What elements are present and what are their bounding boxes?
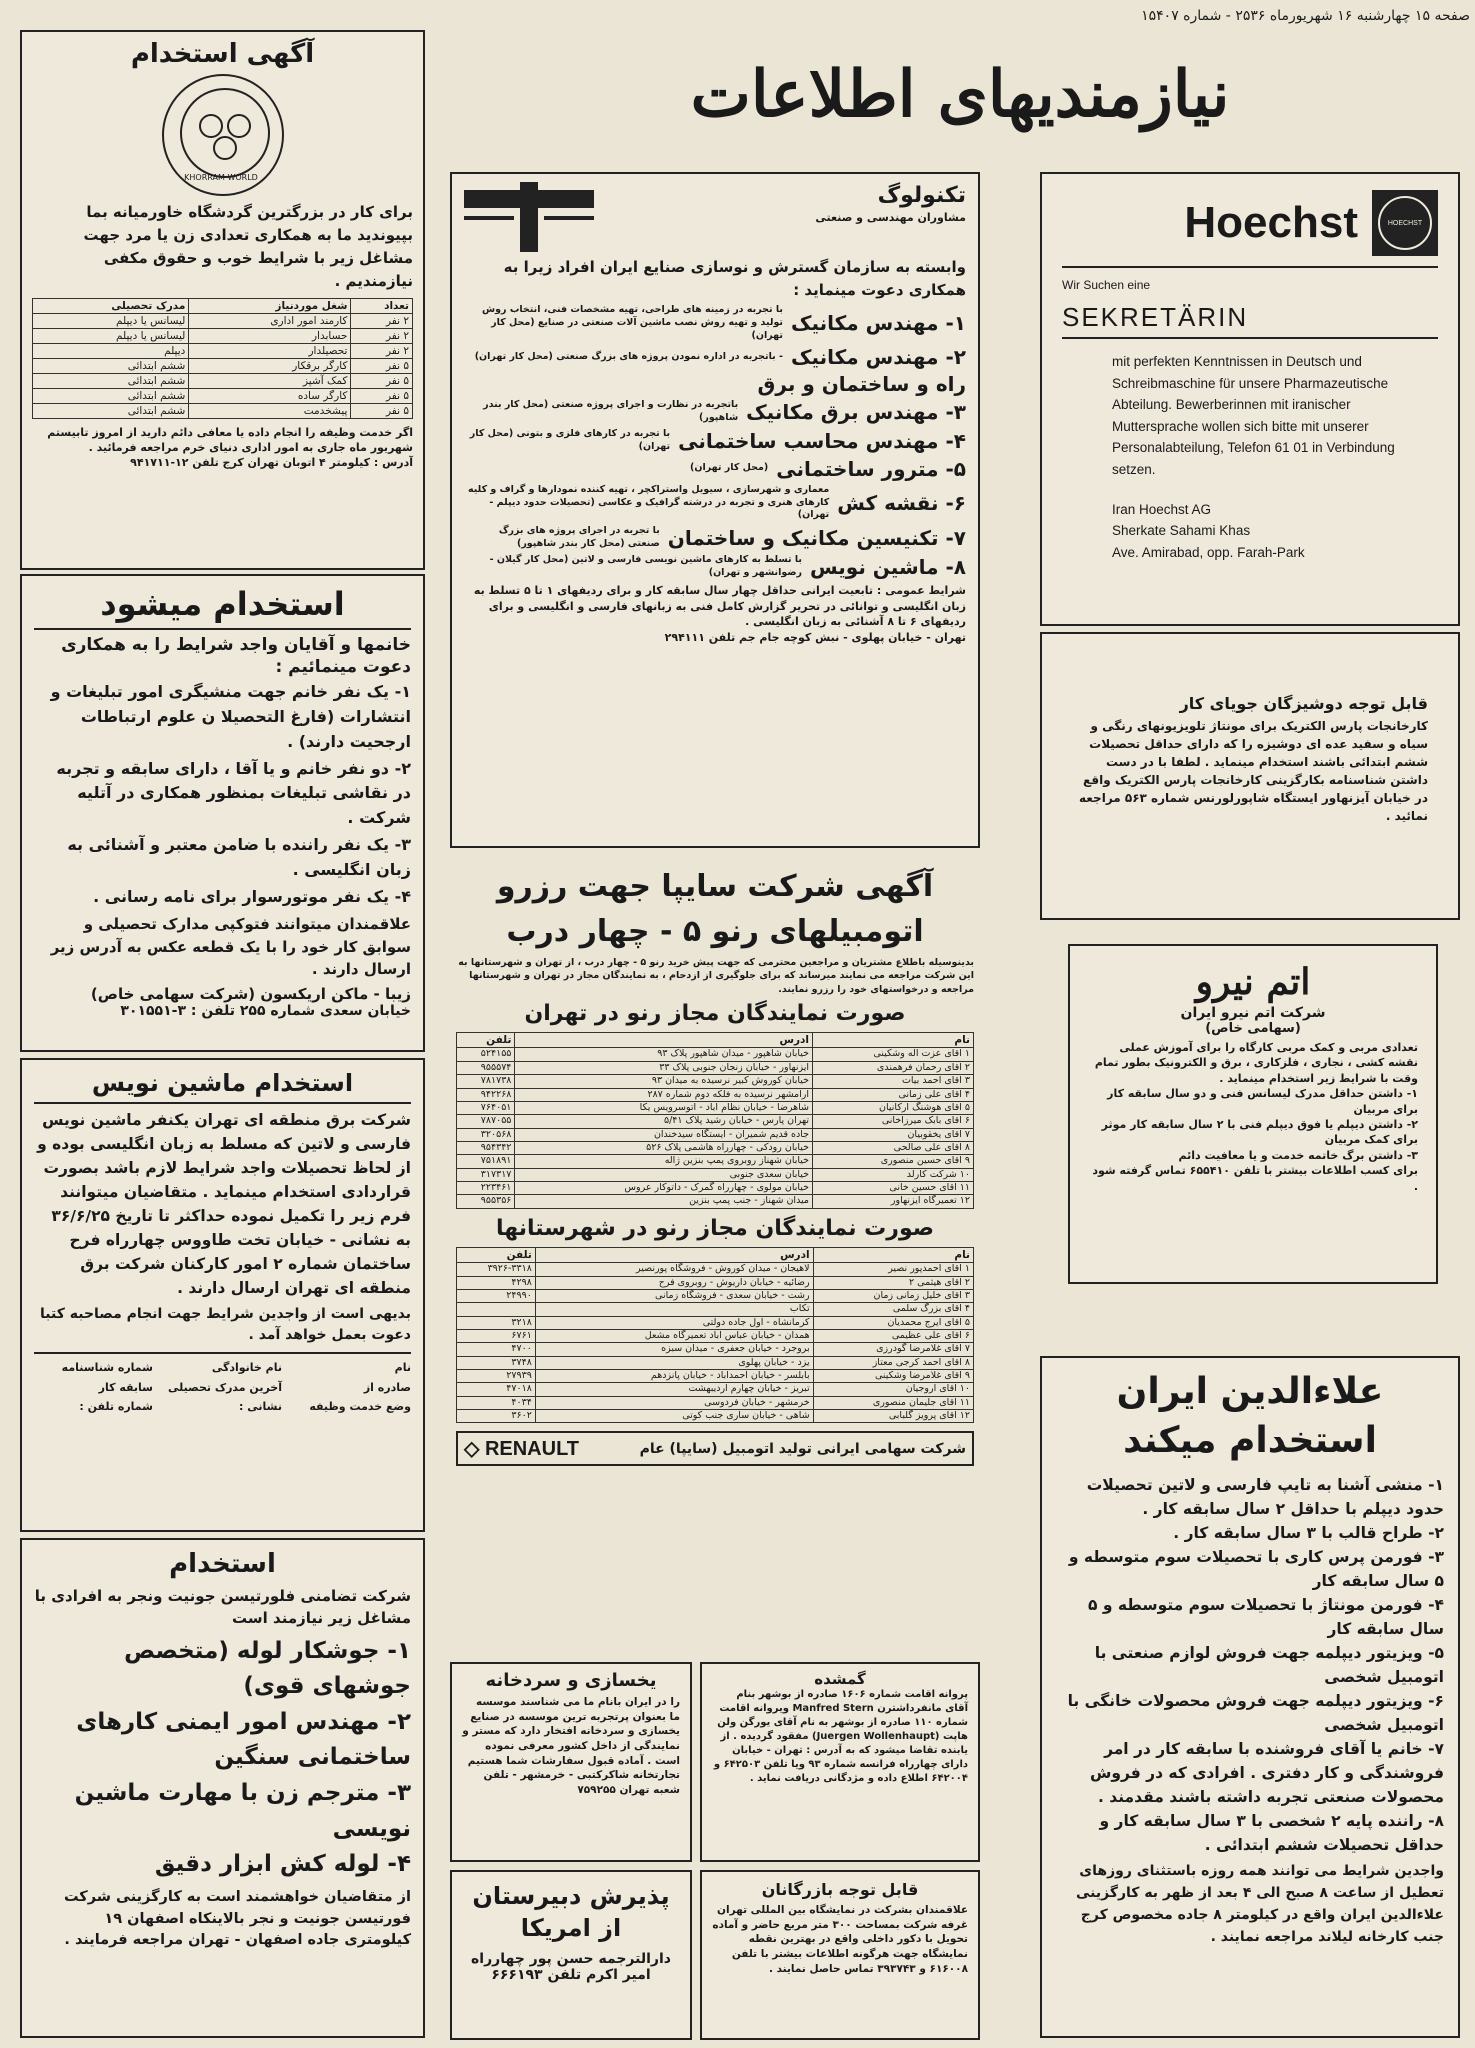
table-cell: دیپلم [33, 343, 189, 358]
table-cell: شاهرضا - خیابان نظام آباد - آتوسرویس یکا [515, 1101, 813, 1114]
ad-typist [20, 1058, 425, 1532]
ad-body: تعدادی مربی و کمک مربی کارگاه را برای آموزش عملی نقشه کشی ، نجاری ، فلزکاری ، برق و الکترونیک بطور تمام وقت با شرایط زیر استخدام مینماید . [1094, 1041, 1418, 1085]
form-field-label: آخرین مدرک تحصیلی [168, 1380, 282, 1394]
tehran-dealers-table [456, 1032, 974, 1208]
ad-pars-electric [1040, 632, 1460, 920]
table-cell: ۲ نفر [351, 328, 413, 343]
table-cell: ۷۵۱۸۹۱ [457, 1155, 515, 1168]
position-title: ۴- مهندس محاسب ساختمانی [678, 428, 966, 453]
table-cell: جاده قدیم شمیران - ایستگاه سیدخندان [515, 1128, 813, 1141]
position-title: ۲- مهندس مکانیک [790, 345, 966, 370]
table-row [457, 1088, 974, 1101]
table-cell: آرامشهر نرسیده به فلکه دوم شماره ۲۸۷ [515, 1088, 813, 1101]
table-cell: ۷۶۴۰۵۱ [457, 1101, 515, 1114]
table-cell: خرمشهر - خیابان فردوسی [535, 1396, 813, 1409]
hoechst-brand: Hoechst [1184, 198, 1358, 247]
ad-items [1056, 1473, 1444, 1857]
table-cell: ۳۷۴۸ [457, 1356, 536, 1369]
ad-title: آگهی شرکت سایپا جهت رزرو اتومبیلهای رنو ۵ - چهار درب [496, 869, 934, 949]
table-row [457, 1289, 974, 1302]
table-cell: بابلسر - خیابان احمدآباد - خیابان پانزدهم [535, 1369, 813, 1382]
list-item: ۳- داشتن برگ خاتمه خدمت و یا معافیت دائم [1178, 1148, 1418, 1162]
company-name: Iran Hoechst AG [1112, 501, 1212, 517]
table-cell: تحصیلدار [189, 343, 351, 358]
list-item: ۱- جوشکار لوله (متخصص جوشهای قوی) [124, 1637, 411, 1700]
provinces-title: صورت نمایندگان مجاز رنو در شهرستانها [495, 1215, 934, 1241]
position-item [464, 525, 966, 551]
table-cell: ۱ آقای عزت اله وشکینی [813, 1048, 974, 1061]
position-item [464, 554, 966, 580]
table-row [33, 343, 413, 358]
ad-ericsson [20, 574, 425, 1052]
table-cell: ۸ آقای علی صالحی [813, 1141, 974, 1154]
ad-body: پروانه اقامت شماره ۱۶۰۶ صادره از بوشهر بنام آقای مانفرداشترن Manfred Stern ویروانه اقامت شماره ۱۱۰ صادره از بوشهر به نام آقای یورگن ولن هاپت (Juergen Wollenhaupt) مفقود گردیده . از یابنده تقاضا میشود که به آدرس : تهران - خیابان دارای چهارراه فرانسه شماره ۹۳ ویا تلفن ۶۴۲۵۰۳ و ۶۴۲۰۰۴ اطلاع داده و مژدگانی دریافت نماید . [713, 1689, 968, 1784]
ad-title: استخدام میشود [100, 585, 345, 623]
ad-saipa [450, 860, 980, 1684]
table-row [457, 1263, 974, 1276]
table-cell: ۱۰ شرکت کارلد [813, 1168, 974, 1181]
page-header [440, 8, 1470, 30]
list-item: ۱- داشتن حداقل مدرک لیسانس فنی و دو سال سابقه کار برای مربیان [1107, 1087, 1418, 1116]
position-desc: با تسلط به کارهای ماشین نویسی فارسی و لاتین (محل کار گیلان - رضوانشهر و تهران) [489, 553, 802, 578]
position-desc: - باتجربه در اداره نمودن پروژه های بزرگ صنعتی (محل کار تهران) [474, 351, 783, 363]
position-title: راه و ساختمان و برق [757, 372, 966, 397]
table-cell: ۴۷۰۰ [457, 1343, 536, 1356]
ad-note: بدیهی است از واجدین شرایط جهت انجام مصاحبه کتبا دعوت بعمل خواهد آمد . [40, 1306, 411, 1344]
table-row [457, 1141, 974, 1154]
table-cell: لیسانس یا دیپلم [33, 313, 189, 328]
position-desc: با تجربه در اجرای پروژه های بزرگ صنعتی (محل کار بندر شاهپور) [498, 525, 660, 549]
ad-intro: خانمها و آقایان واجد شرایط را به همکاری دعوت مینمائیم : [61, 635, 411, 678]
table-cell: ۹ آقای غلامرضا وشکینی [813, 1369, 973, 1382]
table-cell: ششم ابتدائی [33, 388, 189, 403]
ad-title: پذیرش دبیرستان از امریکا [472, 1882, 670, 1943]
table-cell [457, 1303, 536, 1316]
khorram-logo: KHORRAM WORLD [162, 74, 284, 196]
list-item: ۸- راننده پایه ۲ شخصی با ۳ سال سابقه کار و حداقل تحصیلات ششم ابتدائی . [1099, 1812, 1444, 1855]
table-cell: ۲۲۳۴۶۱ [457, 1181, 515, 1194]
table-cell: خیابان مولوی - چهارراه گمرک - داتوکار عروس [515, 1181, 813, 1194]
atom-niroo-logo: اتم نیرو [1195, 961, 1311, 1003]
table-cell: ۳۹۲۶-۳۳۱۸ [457, 1263, 536, 1276]
position-item [464, 345, 966, 369]
company-type: Sherkate Sahami Khas [1112, 523, 1251, 539]
table-cell: ۶۷۶۱ [457, 1329, 536, 1342]
list-item: ۲- دو نفر خانم و یا آقا ، دارای سابقه و تجربه در نقاشی تبلیغات بمنظور همکاری در آتلیه شرکت . [56, 758, 411, 828]
teknolog-subtitle: مشاوران مهندسی و صنعتی [815, 210, 966, 224]
table-row [33, 358, 413, 373]
table-cell: ششم ابتدائی [33, 373, 189, 388]
ad-title: گمشده [814, 1670, 866, 1688]
table-row [457, 1343, 974, 1356]
position-item [464, 304, 966, 342]
tehran-title: صورت نمایندگان مجاز رنو در تهران [524, 1000, 906, 1026]
table-cell: کارمند امور اداری [189, 313, 351, 328]
form-field-label: نام [394, 1361, 411, 1375]
list-item: ۶- ویزیتور دیپلمه جهت فروش محصولات خانگی با اتومبیل شخصی [1067, 1692, 1444, 1735]
ad-intro: برای کار در بزرگترین گردشگاه خاورمیانه بما بپیوندید ما به همکاری تعدادی زن یا مرد جهت مشاغل زیر با شرایط خوب و حقوق مکفی نیازمندیم . [83, 202, 413, 291]
masthead: نیازمندیهای اطلاعات [690, 57, 1230, 132]
company-type: (سهامی خاص) [1205, 1021, 1301, 1036]
table-header-row: تعداد شغل موردنیاز مدرک تحصیلی [33, 298, 413, 313]
company-address: Ave. Amirabad, opp. Farah-Park [1112, 544, 1305, 560]
table-cell: ۳ آقای احمد بیات [813, 1075, 974, 1088]
table-row [457, 1155, 974, 1168]
position-item [464, 428, 966, 454]
ad-footer: اگر خدمت وظیفه را انجام داده یا معافی دائم دارید از امروز تابیستم شهریور ماه جاری به امور اداری دنیای خرم مراجعه فرمائید . [47, 425, 413, 454]
teknolog-cross-icon [464, 182, 594, 252]
table-cell: ۲ نفر [351, 343, 413, 358]
list-item: ۲- طراح قالب با ۳ سال سابقه کار . [1173, 1524, 1444, 1543]
form-field-label: شماره شناسنامه [61, 1361, 153, 1375]
company-name: شرکت اتم نیرو ایران [1180, 1005, 1326, 1021]
form-field-label: سابقه کار [98, 1380, 153, 1394]
table-row [33, 328, 413, 343]
position-title: ۵- مترور ساختمانی [776, 456, 966, 481]
position-desc: با تجربه در زمینه های طراحی، تهیه مشخصات فنی، انتخاب روش تولید و تهیه روش نصب ماشین آلات صنعتی در صنایع (محل کار تهران) [482, 304, 783, 341]
renault-brand: ◇ RENAULT [464, 1438, 580, 1461]
table-cell: ۵ نفر [351, 388, 413, 403]
list-item: ۴- لوله کش ابزار دقیق [154, 1851, 411, 1878]
ad-body: علاقمندان بشرکت در نمایشگاه بین المللی تهران غرفه شرکت بمساحت ۳۰۰ متر مربع حاضر و آماده تحویل با دکور داخلی واقع در بهترین نقطه نمایشگاه جهت هرگونه اطلاعات بیشتر با تلفن ۶۱۶۰۰۸ و ۳۹۳۷۴۳ تماس حاصل نمایند . [712, 1904, 968, 1975]
page-line: صفحه ۱۵ چهارشنبه ۱۶ شهریورماه ۲۵۳۶ - شماره ۱۵۴۰۷ [1141, 8, 1470, 24]
table-row [457, 1276, 974, 1289]
table-cell: یزد - خیابان پهلوی [535, 1356, 813, 1369]
table-cell: ۵ آقای ایرج محمدیان [813, 1316, 973, 1329]
ad-title: قابل توجه بازرگانان [761, 1880, 919, 1899]
table-row [457, 1316, 974, 1329]
table-cell: ۱ آقای احمدپور نصیر [813, 1263, 973, 1276]
ad-school [450, 1870, 692, 2040]
ad-footer: علاقمندان میتوانند فتوکپی مدارک تحصیلی و سوابق کار خود را با یک قطعه عکس به آدرس زیر ارسال دارند . [50, 915, 411, 979]
table-cell: لیسانس یا دیپلم [33, 328, 189, 343]
ad-title: استخدام ماشین نویس [91, 1069, 354, 1097]
table-cell: خیابان کوروش کبیر نرسیده به میدان ۹۳ [515, 1075, 813, 1088]
table-row [457, 1409, 974, 1422]
table-row [457, 1329, 974, 1342]
table-cell: کارگر برقکار [189, 358, 351, 373]
ad-title: قابل توجه دوشیزگان جویای کار [1179, 694, 1428, 713]
table-cell: ۹ آقای حسین منصوری [813, 1155, 974, 1168]
position-title: ۶- نقشه کش [837, 490, 966, 515]
ad-address: تهران - خیابان پهلوی - نبش کوچه جام جم تلفن ۲۹۴۱۱۱ [664, 630, 966, 644]
table-cell: ۳۲۱۸ [457, 1316, 536, 1329]
ad-body: را در ایران بانام ما می شناسند موسسه ما بعنوان پرتجربه ترین موسسه در صنایع یخسازی و سردخانه افتخار دارد که مستر و نمایندگی از داخل کشور معرفی نموده است . آماده قبول سفارشات شما هستیم تجارتخانه شاکرکتبی - خرمشهر - تلفن شعبه تهران ۷۵۹۲۵۵ [462, 1696, 680, 1797]
table-row [33, 403, 413, 418]
form-field-label: وضع خدمت وظیفه [309, 1399, 411, 1413]
table-cell: میدان شهناز - جنب پمپ بنزین [515, 1195, 813, 1208]
form-field-label: صادره از [363, 1380, 411, 1394]
table-cell: ۶ آقای بابک میرزاخانی [813, 1115, 974, 1128]
table-cell: ۹۵۴۳۴۲ [457, 1141, 515, 1154]
table-cell: ۳۱۷۳۱۷ [457, 1168, 515, 1181]
table-cell: پیشخدمت [189, 403, 351, 418]
ad-fridge [450, 1662, 692, 1862]
table-cell: کارگر ساده [189, 388, 351, 403]
table-cell: همدان - خیابان عباس آباد تعمیرگاه مشعل [535, 1329, 813, 1342]
ad-footer: برای کسب اطلاعات بیشتر با تلفن ۶۵۵۴۱۰ تماس گرفته شود . [1092, 1164, 1418, 1193]
ad-title: علاءالدین ایران استخدام میکند [1116, 1371, 1384, 1461]
application-form [34, 1360, 411, 1414]
saipa-footer: شرکت سهامی ایرانی تولید اتومبیل (سایپا) عام [639, 1440, 966, 1457]
table-cell: تکاب [535, 1303, 813, 1316]
table-row [457, 1356, 974, 1369]
table-cell: ۷۸۱۷۳۸ [457, 1075, 515, 1088]
table-cell: ۱۱ آقای حسین خانی [813, 1181, 974, 1194]
ad-atom-niroo [1068, 944, 1438, 1284]
list-item: ۴- یک نفر موتورسوار برای نامه رسانی . [93, 886, 411, 906]
table-cell: ۲۷۹۳۹ [457, 1369, 536, 1382]
position-title: ۷- تکنیسین مکانیک و ساختمان [667, 525, 966, 550]
table-cell: رشت - خیابان سعدی - فروشگاه زمانی [535, 1289, 813, 1302]
table-cell: ششم ابتدائی [33, 358, 189, 373]
table-cell: کمک آشپز [189, 373, 351, 388]
ad-title: استخدام [169, 1549, 276, 1579]
position-title: SEKRETÄRIN [1062, 302, 1249, 332]
ad-body: کارخانجات پارس الکتریک برای مونتاژ تلویزیونهای رنگی و سیاه و سفید عده ای دوشیزه را که دارای حداقل تحصیلات ششم ابتدائی باشند استخدام مینماید . لطفا با در دست داشتن شناسنامه بکارگزینی کارخانجات پارس الکتریک واقع در خیابان آیزنهاور ایستگاه شاپورلورنس شماره ۵۶۳ مراجعه نمائید . [1079, 719, 1428, 823]
ad-merchants [700, 1870, 980, 2040]
table-row [457, 1061, 974, 1074]
table-cell: ۲۴۹۹۰ [457, 1289, 536, 1302]
position-item [464, 372, 966, 396]
table-row [33, 313, 413, 328]
ad-items [34, 1634, 411, 1883]
list-item: ۱- یک نفر خانم جهت منشیگری امور تبلیغات و انتشارات (فارغ التحصیلا ن علوم ارتباطات ارجحیت دارند) . [50, 682, 411, 751]
table-header-row: تلفن ادرس نام [457, 1033, 974, 1048]
table-cell: ۴۲۹۸ [457, 1276, 536, 1289]
ad-signature: زیبا - ماکن اریکسون (شرکت سهامی خاص) [90, 984, 411, 1003]
table-row [457, 1128, 974, 1141]
table-cell: خیابان سعدی جنوبی [515, 1168, 813, 1181]
form-field-label: نام خانوادگی [211, 1361, 282, 1375]
table-cell: ششم ابتدائی [33, 403, 189, 418]
table-cell: ۹۵۵۵۷۴ [457, 1061, 515, 1074]
table-cell: بروجرد - خیابان جعفری - میدان سبزه [535, 1343, 813, 1356]
table-cell: ایزنهاور - خیابان زنجان جنوبی پلاک ۳۳ [515, 1061, 813, 1074]
table-row [33, 373, 413, 388]
table-cell: ۳۶۰۲ [457, 1409, 536, 1422]
table-row [457, 1168, 974, 1181]
table-row [33, 388, 413, 403]
teknolog-logo: تکنولوگ [877, 183, 966, 208]
table-cell: ۳۲۰۵۶۸ [457, 1128, 515, 1141]
table-cell: ۴ آقای بزرگ سلمی [813, 1303, 973, 1316]
table-cell: حسابدار [189, 328, 351, 343]
table-cell: خیابان شهناز روبروی پمپ بنزین ژاله [515, 1155, 813, 1168]
form-field-label: شماره تلفن : [79, 1399, 153, 1413]
table-row [457, 1101, 974, 1114]
table-cell: خیابان شاهپور - میدان شاهپور پلاک ۹۳ [515, 1048, 813, 1061]
ad-khorram-world [20, 30, 425, 570]
renault-diamond-icon: ◇ [464, 1438, 480, 1461]
table-cell: ۵۲۴۱۵۵ [457, 1048, 515, 1061]
list-item: ۳- مترجم زن با مهارت ماشین نویسی [74, 1780, 411, 1842]
table-cell: تبریز - خیابان چهارم اردیبهشت [535, 1383, 813, 1396]
ad-footer: از متقاضیان خواهشمند است به کارگزینی شرکت فورتیسن جونیت و نجر بالاینکاه اصفهان ۱۹ کیلومتری جاده اصفهان - تهران مراجعه فرمایند . [63, 1888, 411, 1949]
table-cell: ۸ آقای احمد کرجی معتاز [813, 1356, 973, 1369]
ad-items [34, 680, 411, 909]
table-cell: ۱۲ تعمیرگاه ایزنهاور [813, 1195, 974, 1208]
ad-intro: شرکت تضامنی فلورتیسن جونیت ونجر به افرادی با مشاغل زیر نیازمند است [34, 1586, 411, 1627]
position-item [464, 457, 966, 481]
table-cell: ۱۱ آقای جلیمان منصوری [813, 1396, 973, 1409]
position-title: ۱- مهندس مکانیک [790, 311, 966, 336]
table-cell: ۲ آقای رحمان فرهمندی [813, 1061, 974, 1074]
table-cell: ۱۰ آقای اروجیان [813, 1383, 973, 1396]
ad-conditions: شرایط عمومی : تابعیت ایرانی حداقل چهار سال سابقه کار و برای ردیفهای ۱ تا ۵ تسلط به زبان انگلیسی و توانائی در تحریر گزارش کامل فنی به زبانهای فارسی و انگلیسی و برای ردیفهای ۶ تا ۸ آشنائی به زبان انگلیسی . [473, 584, 966, 629]
wir-suchen: Wir Suchen eine [1062, 278, 1151, 292]
list-item: ۷- خانم یا آقای فروشنده با سابقه کار در امر فروشندگی و کار دفتری . افرادی که در فروش محصولات صنعتی تجربه داشته باشند مقدمند . [1089, 1740, 1444, 1807]
table-cell: ۹۴۲۲۶۸ [457, 1088, 515, 1101]
table-cell: ۴ آقای علی زمانی [813, 1088, 974, 1101]
table-cell: ۹۵۵۳۵۶ [457, 1195, 515, 1208]
ad-intro: وابسته به سازمان گسترش و نوسازی صنایع ایران افراد زیرا به همکاری دعوت مینماید : [503, 258, 966, 299]
list-item: ۴- فورمن مونتاژ با تحصیلات سوم متوسطه و ۵ سال سابقه کار [1088, 1596, 1444, 1639]
table-cell: ۷۸۷۰۵۵ [457, 1115, 515, 1128]
ad-footer: واجدین شرایط می توانند همه روزه باستثنای روزهای تعطیل از ساعت ۸ صبح الی ۴ بعد از ظهر به کارگزینی علاءالدین ایران واقع در کیلومتر ۸ جاده مخصوص کرج جنب کارخانه لیلاند مراجعه نمایند . [1076, 1863, 1444, 1945]
ad-lost [700, 1662, 980, 1862]
form-field-label: نشانی : [239, 1399, 282, 1413]
position-desc: با تجربه در کارهای فلزی و بتونی (محل کار تهران) [469, 428, 671, 452]
table-row [457, 1075, 974, 1088]
table-cell: خیابان رودکی - چهارراه هاشمی پلاک ۵۲۶ [515, 1141, 813, 1154]
table-cell: تهران پارس - خیابان رشید پلاک ۵/۴۱ [515, 1115, 813, 1128]
table-row [457, 1181, 974, 1194]
ad-teknolog [450, 172, 980, 848]
table-cell: ۵ نفر [351, 358, 413, 373]
table-cell: ۷ آقای غلامرضا گودرزی [813, 1343, 973, 1356]
table-row [457, 1303, 974, 1316]
list-item: ۵- ویزیتور دیپلمه جهت فروش لوازم صنعتی با اتومبیل شخصی [1094, 1644, 1444, 1687]
ad-body: دارالترجمه حسن پور چهارراه امیر اکرم تلفن ۶۶۶۱۹۳ [471, 1950, 671, 1983]
table-cell: کرمانشاه - اول جاده دولتی [535, 1316, 813, 1329]
table-cell: ۴۷۰۱۸ [457, 1383, 536, 1396]
hoechst-tower-icon: HOECHST [1378, 196, 1432, 250]
table-row [457, 1369, 974, 1382]
position-list [464, 304, 966, 579]
ad-items [1088, 1086, 1418, 1163]
table-row [457, 1195, 974, 1208]
table-cell: رضائیه - خیابان داریوش - روبروی فرح [535, 1276, 813, 1289]
position-desc: معماری و شهرسازی ، سیویل واستراکچر ، تهیه کننده نمودارها و گراف و کلیه کارهای هنری و تجربه در درشته گرافیک و عکاسی (تحصیلات حدود دیپلم - تهران) [468, 483, 830, 521]
ad-fluor [20, 1538, 425, 2038]
ad-hoechst [1040, 172, 1460, 626]
list-item: ۳- یک نفر راننده با ضامن معتبر و آشنائی به زبان انگلیسی . [67, 834, 411, 879]
table-row [457, 1115, 974, 1128]
position-title: ۳- مهندس برق مکانیک [746, 400, 966, 425]
table-header-row: تلفن ادرس نام [457, 1248, 974, 1263]
position-desc: (محل کار تهران) [690, 462, 769, 474]
table-cell: ۲ آقای هیثمی ۲ [813, 1276, 973, 1289]
table-cell: ۵ آقای هوشنگ آرکانیان [813, 1101, 974, 1114]
table-cell: ۵ نفر [351, 403, 413, 418]
table-cell: ۱۲ آقای پرویز گلبابی [813, 1409, 973, 1422]
ad-aladdin [1040, 1356, 1460, 2038]
ad-address: خیابان سعدی شماره ۲۵۵ تلفن : ۳-۳۰۱۵۵۱ [120, 1002, 411, 1019]
ad-body: mit perfekten Kenntnissen in Deutsch und Schreibmaschine für unsere Pharmazeutische Abteilung. Bewerberinnen mit iranischer Muttersprache wollen sich bitte mit unserer Personalabteilung, Telefon 61 01 in Verbindung setzen. [1112, 354, 1395, 477]
ad-body: شرکت برق منطقه ای تهران یکنفر ماشین نویس فارسی و لاتین که مسلط به زبان انگلیسی بوده و از لحاظ تحصیلات واجد شرایط لازم باشد بصورت قراردادی استخدام مینماید . متقاضیان میتوانند فرم زیر را تکمیل نموده حداکثر تا تاریخ ۳۶/۶/۲۵ به نشانی - خیابان تخت طاووس چهارراه فرح ساختمان شماره ۲ امور کارکنان شرکت برق منطقه ای تهران ارسال دارند . [37, 1111, 411, 1298]
table-cell: ۷ آقای یخقوبیان [813, 1128, 974, 1141]
table-cell: ۴۰۳۴ [457, 1396, 536, 1409]
table-row [457, 1396, 974, 1409]
table-cell: ۳ آقای خلیل زمانی زمان [813, 1289, 973, 1302]
position-item [464, 484, 966, 522]
position-item [464, 399, 966, 425]
position-desc: باتجربه در نظارت و اجرای پروژه صنعتی (محل کار بندر شاهپور) [483, 399, 739, 424]
table-row [457, 1048, 974, 1061]
ad-address: آدرس : کیلومتر ۴ اتوبان تهران کرج تلفن ۱۲-۹۴۱۷۱۱ [130, 456, 413, 470]
jobs-table [32, 298, 413, 419]
table-cell: ۶ آقای علی عظیمی [813, 1329, 973, 1342]
provinces-dealers-table [456, 1247, 974, 1423]
list-item: ۳- فورمن پرس کاری با تحصیلات سوم متوسطه و ۵ سال سابقه کار [1068, 1548, 1444, 1591]
hoechst-logo [1372, 190, 1438, 256]
ad-title: یخسازی و سردخانه [485, 1670, 657, 1691]
list-item: ۲- داشتن دیپلم یا فوق دیپلم فنی با ۲ سال سابقه کار موثر برای کمک مربیان [1101, 1117, 1418, 1147]
ad-title: آگهی استخدام [130, 39, 315, 69]
table-cell: شاهی - خیابان ساری جنب کوتی [535, 1409, 813, 1422]
ad-intro: بدینوسیله باطلاع مشتریان و مراجعین محترمی که جهت پیش خرید رنو ۵ - چهار درب ، از تهران و شهرستانها به این شرکت مراجعه می نمایند میرساند که برای جلوگیری از ازدحام ، به نمایندگان مجاز در تهران و شهرستانها مراجعه و درخواستهای خود را رزرو نمایند. [458, 957, 974, 995]
table-cell: لاهیجان - میدان کوروش - فروشگاه پورنصیر [535, 1263, 813, 1276]
table-cell: ۵ نفر [351, 373, 413, 388]
list-item: ۱- منشی آشنا به تایپ فارسی و لاتین تحصیلات حدود دیپلم با حداقل ۲ سال سابقه کار . [1086, 1476, 1444, 1519]
table-row [457, 1383, 974, 1396]
position-title: ۸- ماشین نویس [810, 554, 966, 579]
table-cell: ۲ نفر [351, 313, 413, 328]
list-item: ۲- مهندس امور ایمنی کارهای ساختمانی سنگین [76, 1708, 411, 1771]
